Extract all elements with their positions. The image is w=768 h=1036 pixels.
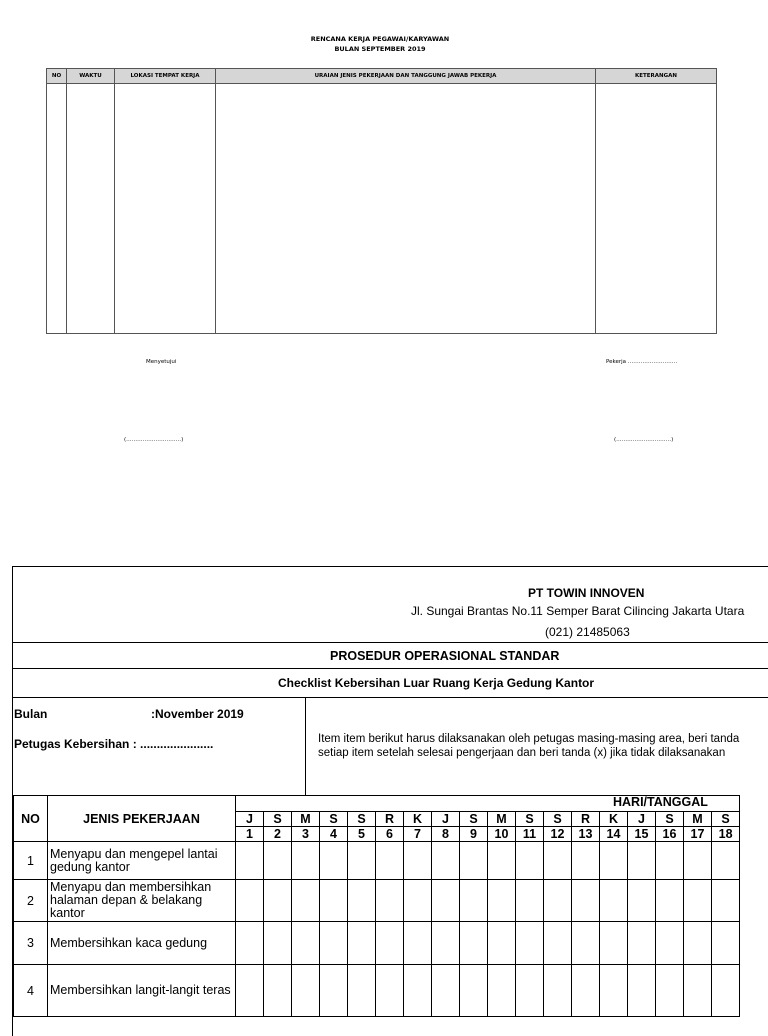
check-cell[interactable] bbox=[348, 842, 376, 880]
checklist-grid bbox=[13, 795, 740, 1017]
day-letter: M bbox=[684, 812, 712, 827]
row-number: 1 bbox=[14, 842, 48, 880]
checklist-sheet bbox=[12, 566, 768, 1036]
check-cell[interactable] bbox=[684, 880, 712, 922]
cell-no[interactable] bbox=[47, 84, 67, 334]
check-cell[interactable] bbox=[460, 880, 488, 922]
date-number: 7 bbox=[404, 827, 432, 842]
divider bbox=[13, 642, 768, 643]
day-letter: K bbox=[404, 812, 432, 827]
day-letter: S bbox=[320, 812, 348, 827]
cell-keterangan[interactable] bbox=[596, 84, 717, 334]
check-cell[interactable] bbox=[488, 922, 516, 965]
day-letter: J bbox=[628, 812, 656, 827]
col-keterangan: KETERANGAN bbox=[596, 69, 717, 84]
check-cell[interactable] bbox=[320, 880, 348, 922]
check-cell[interactable] bbox=[292, 880, 320, 922]
col-task-header: JENIS PEKERJAAN bbox=[48, 796, 236, 842]
check-cell[interactable] bbox=[516, 922, 544, 965]
day-letter: S bbox=[264, 812, 292, 827]
check-cell[interactable] bbox=[628, 965, 656, 1017]
date-number: 10 bbox=[488, 827, 516, 842]
check-cell[interactable] bbox=[320, 922, 348, 965]
col-no: NO bbox=[47, 69, 67, 84]
check-cell[interactable] bbox=[376, 922, 404, 965]
check-cell[interactable] bbox=[236, 880, 264, 922]
task-name bbox=[48, 842, 236, 880]
approve-label: Menyetujui bbox=[146, 359, 177, 365]
cell-waktu[interactable] bbox=[67, 84, 115, 334]
company-name: PT TOWIN INNOVEN bbox=[528, 586, 645, 600]
check-cell[interactable] bbox=[488, 965, 516, 1017]
sop-title: PROSEDUR OPERASIONAL STANDAR bbox=[330, 649, 560, 663]
check-cell[interactable] bbox=[236, 922, 264, 965]
day-letter: K bbox=[600, 812, 628, 827]
date-number: 16 bbox=[656, 827, 684, 842]
check-cell[interactable] bbox=[432, 965, 460, 1017]
check-cell[interactable] bbox=[656, 842, 684, 880]
check-cell[interactable] bbox=[572, 922, 600, 965]
worker-label: Pekerja ……………………… bbox=[606, 359, 678, 365]
day-letter: R bbox=[376, 812, 404, 827]
approve-signature-line: (…………………………) bbox=[124, 437, 184, 443]
check-cell[interactable] bbox=[712, 880, 740, 922]
check-cell[interactable] bbox=[656, 965, 684, 1017]
date-number: 18 bbox=[712, 827, 740, 842]
col-uraian: URAIAN JENIS PEKERJAAN DAN TANGGUNG JAWAB PEKERJA bbox=[216, 69, 596, 84]
check-cell[interactable] bbox=[544, 922, 572, 965]
check-cell[interactable] bbox=[684, 922, 712, 965]
check-cell[interactable] bbox=[264, 842, 292, 880]
divider bbox=[13, 668, 768, 669]
date-number: 6 bbox=[376, 827, 404, 842]
col-lokasi: LOKASI TEMPAT KERJA bbox=[115, 69, 216, 84]
check-cell[interactable] bbox=[292, 922, 320, 965]
check-cell[interactable] bbox=[320, 965, 348, 1017]
task-label: Membersihkan langit-langit teras bbox=[50, 984, 231, 997]
divider bbox=[13, 697, 768, 698]
date-number: 12 bbox=[544, 827, 572, 842]
day-letter: S bbox=[348, 812, 376, 827]
check-cell[interactable] bbox=[236, 965, 264, 1017]
row-number: 3 bbox=[14, 922, 48, 965]
month-label: Bulan bbox=[14, 707, 48, 721]
cell-lokasi[interactable] bbox=[115, 84, 216, 334]
check-cell[interactable] bbox=[404, 922, 432, 965]
check-cell[interactable] bbox=[348, 965, 376, 1017]
worker-signature-line: (…………………………) bbox=[614, 437, 674, 443]
col-waktu: WAKTU bbox=[67, 69, 115, 84]
check-cell[interactable] bbox=[348, 880, 376, 922]
check-cell[interactable] bbox=[516, 965, 544, 1017]
check-cell[interactable] bbox=[544, 842, 572, 880]
date-number: 1 bbox=[236, 827, 264, 842]
check-cell[interactable] bbox=[600, 842, 628, 880]
check-cell[interactable] bbox=[404, 880, 432, 922]
task-label: Menyapu dan mengepel lantai gedung kantor bbox=[50, 847, 218, 874]
check-cell[interactable] bbox=[460, 922, 488, 965]
check-cell[interactable] bbox=[544, 965, 572, 1017]
check-cell[interactable] bbox=[264, 965, 292, 1017]
date-number: 17 bbox=[684, 827, 712, 842]
task-label: Membersihkan kaca gedung bbox=[50, 936, 208, 950]
work-plan-table bbox=[46, 68, 717, 334]
check-cell[interactable] bbox=[572, 842, 600, 880]
day-letter: M bbox=[292, 812, 320, 827]
check-cell[interactable] bbox=[264, 880, 292, 922]
date-number: 2 bbox=[264, 827, 292, 842]
check-cell[interactable] bbox=[684, 965, 712, 1017]
table-row bbox=[14, 922, 740, 965]
day-letter: J bbox=[236, 812, 264, 827]
check-cell[interactable] bbox=[516, 842, 544, 880]
check-cell[interactable] bbox=[292, 842, 320, 880]
date-number: 5 bbox=[348, 827, 376, 842]
date-number: 14 bbox=[600, 827, 628, 842]
check-cell[interactable] bbox=[460, 842, 488, 880]
task-name bbox=[48, 922, 236, 965]
officer-field[interactable]: Petugas Kebersihan : ...................... bbox=[14, 737, 214, 751]
month-value[interactable]: :November 2019 bbox=[151, 707, 244, 721]
day-letter: M bbox=[488, 812, 516, 827]
check-cell[interactable] bbox=[600, 965, 628, 1017]
hari-tanggal-header: HARI/TANGGAL bbox=[613, 795, 708, 809]
instruction-line-2: setiap item setelah selesai pengerjaan dan beri tanda (x) jika tidak dilaksanakan bbox=[318, 747, 726, 759]
day-letter: S bbox=[516, 812, 544, 827]
date-number: 11 bbox=[516, 827, 544, 842]
check-cell[interactable] bbox=[488, 842, 516, 880]
day-letter: S bbox=[544, 812, 572, 827]
day-letter: R bbox=[572, 812, 600, 827]
check-cell[interactable] bbox=[628, 842, 656, 880]
task-name bbox=[48, 880, 236, 922]
company-phone: (021) 21485063 bbox=[545, 625, 630, 639]
company-address: Jl. Sungai Brantas No.11 Semper Barat Cilincing Jakarta Utara bbox=[411, 604, 745, 618]
date-number: 3 bbox=[292, 827, 320, 842]
check-cell[interactable] bbox=[656, 880, 684, 922]
check-cell[interactable] bbox=[376, 965, 404, 1017]
date-number: 15 bbox=[628, 827, 656, 842]
day-letter: J bbox=[432, 812, 460, 827]
divider bbox=[13, 566, 768, 567]
check-cell[interactable] bbox=[404, 842, 432, 880]
check-cell[interactable] bbox=[292, 965, 320, 1017]
check-cell[interactable] bbox=[544, 880, 572, 922]
cell-uraian[interactable] bbox=[216, 84, 596, 334]
row-number: 4 bbox=[14, 965, 48, 1017]
day-letter: S bbox=[712, 812, 740, 827]
table-row bbox=[14, 842, 740, 880]
date-number: 13 bbox=[572, 827, 600, 842]
check-cell[interactable] bbox=[628, 922, 656, 965]
check-cell[interactable] bbox=[628, 880, 656, 922]
check-cell[interactable] bbox=[432, 922, 460, 965]
check-cell[interactable] bbox=[236, 842, 264, 880]
check-cell[interactable] bbox=[404, 965, 432, 1017]
table-row bbox=[14, 880, 740, 922]
check-cell[interactable] bbox=[432, 842, 460, 880]
check-cell[interactable] bbox=[684, 842, 712, 880]
col-no-header: NO bbox=[14, 796, 48, 842]
check-cell[interactable] bbox=[712, 965, 740, 1017]
check-cell[interactable] bbox=[656, 922, 684, 965]
check-cell[interactable] bbox=[712, 922, 740, 965]
check-cell[interactable] bbox=[376, 842, 404, 880]
task-name bbox=[48, 965, 236, 1017]
check-cell[interactable] bbox=[348, 922, 376, 965]
date-number: 4 bbox=[320, 827, 348, 842]
form-subtitle: BULAN SEPTEMBER 2019 bbox=[334, 45, 426, 53]
check-cell[interactable] bbox=[600, 880, 628, 922]
check-cell[interactable] bbox=[460, 965, 488, 1017]
day-letter: S bbox=[656, 812, 684, 827]
checklist-title: Checklist Kebersihan Luar Ruang Kerja Gedung Kantor bbox=[278, 676, 595, 690]
form-title: RENCANA KERJA PEGAWAI/KARYAWAN bbox=[310, 35, 450, 43]
check-cell[interactable] bbox=[376, 880, 404, 922]
check-cell[interactable] bbox=[320, 842, 348, 880]
date-number: 8 bbox=[432, 827, 460, 842]
check-cell[interactable] bbox=[572, 880, 600, 922]
check-cell[interactable] bbox=[516, 880, 544, 922]
date-number: 9 bbox=[460, 827, 488, 842]
table-row bbox=[14, 965, 740, 1017]
hari-tanggal-cell bbox=[236, 796, 740, 812]
check-cell[interactable] bbox=[264, 922, 292, 965]
check-cell[interactable] bbox=[488, 880, 516, 922]
check-cell[interactable] bbox=[600, 922, 628, 965]
check-cell[interactable] bbox=[572, 965, 600, 1017]
task-label: Menyapu dan membersihkan halaman depan & belakang kantor bbox=[50, 881, 212, 920]
check-cell[interactable] bbox=[432, 880, 460, 922]
day-letter: S bbox=[460, 812, 488, 827]
instruction-line-1: Item item berikut harus dilaksanakan oleh petugas masing-masing area, beri tanda bbox=[318, 733, 740, 745]
check-cell[interactable] bbox=[712, 842, 740, 880]
row-number: 2 bbox=[14, 880, 48, 922]
divider bbox=[305, 697, 306, 795]
